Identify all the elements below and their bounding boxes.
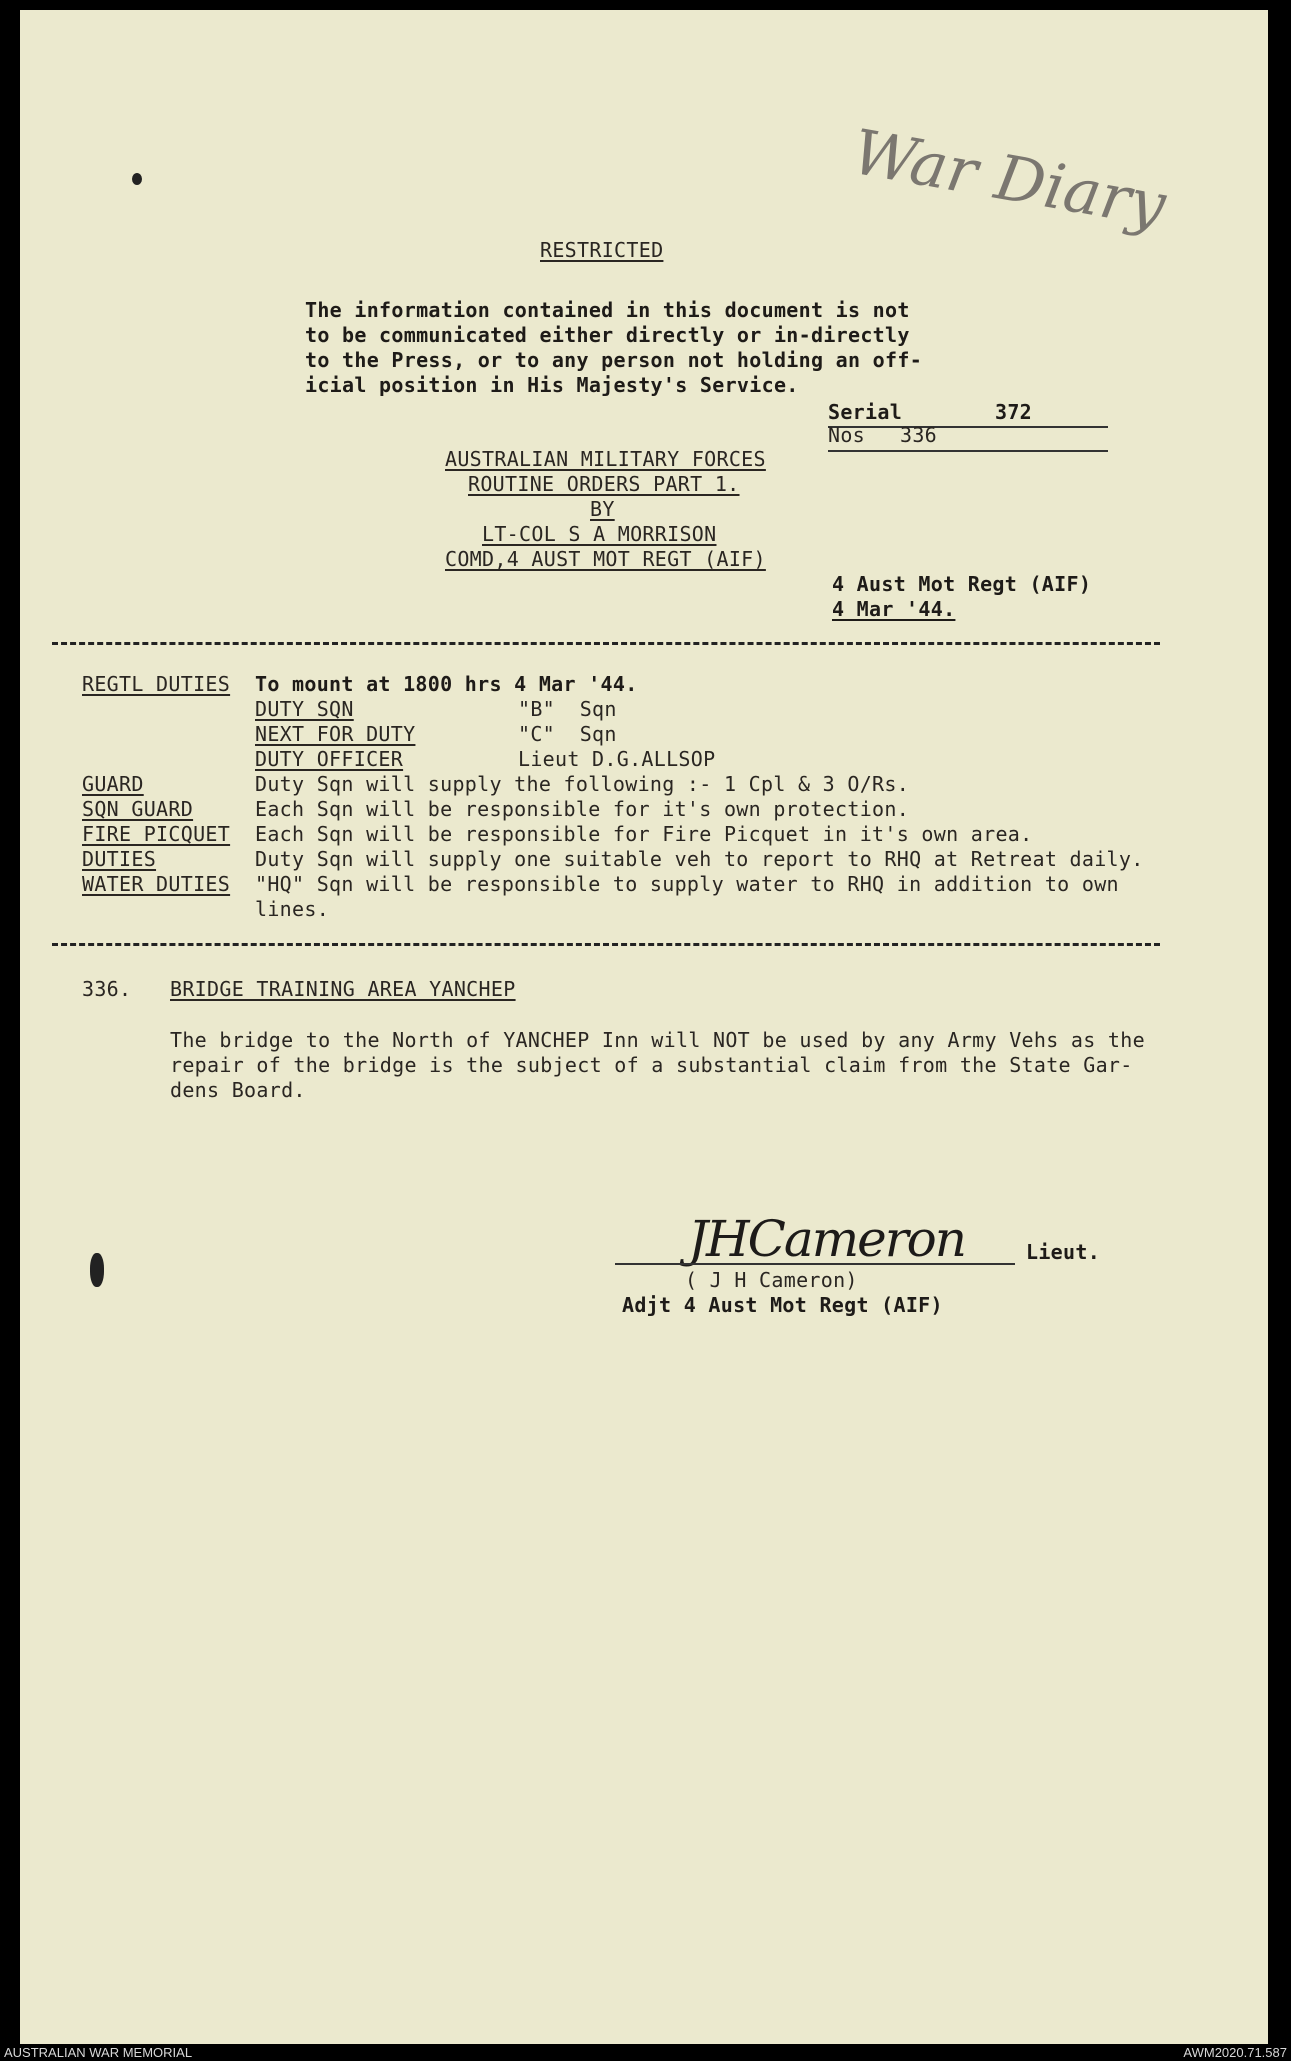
- nos-label: Nos: [828, 423, 866, 447]
- notice-line-1: The information contained in this document is not: [305, 298, 910, 322]
- serial-label: Serial: [828, 400, 903, 424]
- duties-text: Duty Sqn will supply one suitable veh to report to RHQ at Retreat daily.: [255, 847, 1144, 871]
- punch-mark: [132, 173, 142, 185]
- footer-right: AWM2020.71.587: [1183, 2045, 1287, 2060]
- water-duties-label: WATER DUTIES: [82, 872, 231, 896]
- signature-appointment: Adjt 4 Aust Mot Regt (AIF): [622, 1293, 943, 1317]
- duty-officer-label: DUTY OFFICER: [255, 747, 404, 771]
- order-number: 336.: [82, 977, 132, 1001]
- duty-sqn-label: DUTY SQN: [255, 697, 354, 721]
- order-body-line-3: dens Board.: [170, 1078, 306, 1102]
- notice-line-2: to be communicated either directly or in-directly: [305, 323, 910, 347]
- nos-value: 336: [900, 423, 938, 447]
- nos-rule: [828, 450, 1108, 452]
- notice-line-3: to the Press, or to any person not holding an off-: [305, 348, 923, 372]
- document-page: [20, 10, 1268, 2044]
- fire-picquet-label: FIRE PICQUET: [82, 822, 231, 846]
- notice-line-4: icial position in His Majesty's Service.: [305, 373, 799, 397]
- serial-rule: [828, 426, 1108, 428]
- signature-line: [615, 1263, 1015, 1265]
- sqn-guard-text: Each Sqn will be responsible for it's own protection.: [255, 797, 910, 821]
- mount-line: To mount at 1800 hrs 4 Mar '44.: [255, 672, 638, 696]
- title-line-3: BY: [590, 497, 615, 521]
- water-duties-text: "HQ" Sqn will be responsible to supply water to RHQ in addition to own: [255, 872, 1119, 896]
- title-line-2: ROUTINE ORDERS PART 1.: [468, 472, 740, 496]
- date-line: 4 Mar '44.: [832, 597, 956, 621]
- duties-heading: REGTL DUTIES: [82, 672, 231, 696]
- signature-scrawl: JHCameron: [688, 1210, 965, 1268]
- water-duties-continuation: lines.: [255, 897, 330, 921]
- footer-left: AUSTRALIAN WAR MEMORIAL: [4, 2045, 193, 2060]
- serial-value: 372: [995, 400, 1033, 424]
- order-body-line-2: repair of the bridge is the subject of a substantial claim from the State Gar-: [170, 1053, 1133, 1077]
- restricted-heading: RESTRICTED: [540, 238, 664, 262]
- signature-rank: Lieut.: [1026, 1240, 1101, 1264]
- title-line-1: AUSTRALIAN MILITARY FORCES: [445, 447, 766, 471]
- guard-label: GUARD: [82, 772, 144, 796]
- fire-picquet-text: Each Sqn will be responsible for Fire Picquet in it's own area.: [255, 822, 1033, 846]
- handwritten-note: War Diary: [847, 115, 1172, 242]
- ink-blot: [90, 1253, 104, 1287]
- duty-sqn-value: "B" Sqn: [518, 697, 617, 721]
- title-line-5: COMD,4 AUST MOT REGT (AIF): [445, 547, 766, 571]
- order-body-line-1: The bridge to the North of YANCHEP Inn will NOT be used by any Army Vehs as the: [170, 1028, 1145, 1052]
- duties-label: DUTIES: [82, 847, 157, 871]
- sqn-guard-label: SQN GUARD: [82, 797, 194, 821]
- section-divider-2: [52, 943, 1160, 946]
- duty-officer-value: Lieut D.G.ALLSOP: [518, 747, 716, 771]
- guard-text: Duty Sqn will supply the following :- 1 Cpl & 3 O/Rs.: [255, 772, 910, 796]
- unit-line: 4 Aust Mot Regt (AIF): [832, 572, 1092, 596]
- signature-name: ( J H Cameron): [685, 1268, 858, 1292]
- section-divider: [52, 642, 1160, 645]
- title-line-4: LT-COL S A MORRISON: [482, 522, 717, 546]
- next-duty-label: NEXT FOR DUTY: [255, 722, 416, 746]
- order-title: BRIDGE TRAINING AREA YANCHEP: [170, 977, 516, 1001]
- next-duty-value: "C" Sqn: [518, 722, 617, 746]
